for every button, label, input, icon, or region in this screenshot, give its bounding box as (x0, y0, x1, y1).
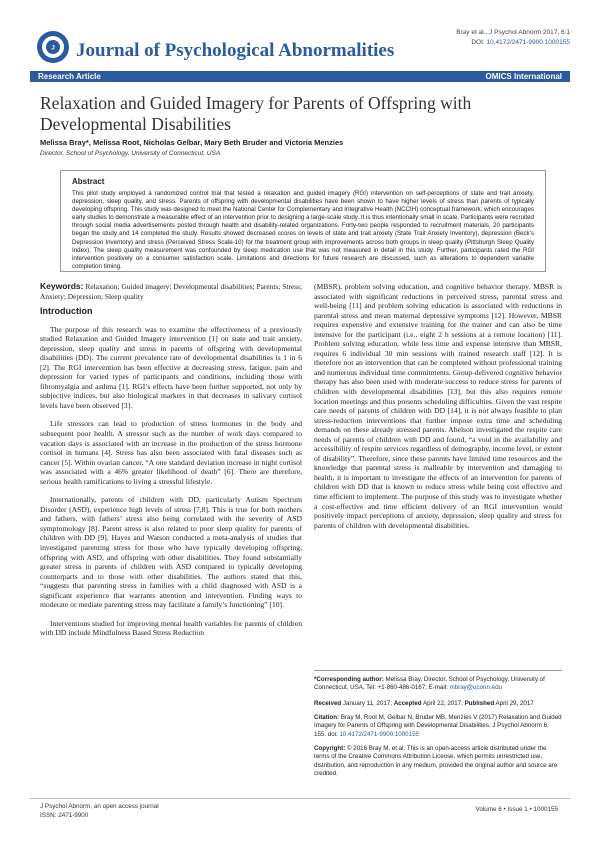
author-list: Melissa Bray*, Melissa Root, Nicholas Gelbar, Mary Beth Bruder and Victoria Menzies (40, 138, 344, 147)
footer-divider (30, 798, 570, 799)
copyright-text: © 2016 Bray M, et al. This is an open-access article distributed under the terms of the Creative Commons Attribution License, which permits unrestricted use, distribution, and reproduction in any medium, provided the original author and source are credited. (314, 745, 558, 777)
left-column (40, 282, 302, 638)
doi-label: DOI: (471, 39, 485, 46)
citation-short: Bray et al., J Psychol Abnorm 2017, 6:1 (456, 29, 570, 36)
copyright-note (314, 745, 562, 778)
accepted-label: Accepted (393, 700, 422, 707)
affiliation: Director, School of Psychology, University of Connecticut, USA (40, 150, 221, 157)
footer-issn: ISSN: 2471-9900 (40, 812, 89, 819)
email-link[interactable]: mbray@uconn.edu (447, 684, 502, 692)
journal-name[interactable]: Journal of Psychological Abnormalities (76, 40, 395, 61)
footer-volume: Volume 6 • Issue 1 • 1000155 (475, 806, 558, 813)
section-label: Research Article (38, 72, 101, 81)
citation-text: Bray M, Root M, Gelbar N, Bruder MB, Menzies V (2017) Relaxation and Guided Imagery for Parents of Offspring with Developmental Disabilities. J Psychol Abnorm 6: 155. doi: (314, 714, 562, 738)
keywords (40, 282, 302, 301)
paragraph: Interventions studied for improving mental health variables for parents of children with DD include Mindfulness Based Stress Reduction (40, 618, 302, 638)
abstract-heading: Abstract (72, 177, 105, 186)
received-date: January 11, 2017; (341, 700, 394, 707)
citation-note (314, 714, 562, 739)
corr-text: Melissa Bray, Director, School of Psychology, University of Connecticut, USA, Tel: +1-860-486-0167; E-mail: (314, 676, 545, 692)
section-bar (30, 71, 570, 82)
header-citation (456, 28, 570, 48)
citation-doi-link[interactable]: 10.4172/2471-9900.1000155 (337, 730, 419, 738)
svg-text:J: J (51, 45, 55, 52)
keywords-label: Keywords: (40, 281, 84, 291)
article-title: Relaxation and Guided Imagery for Parents of Offspring with Developmental Disabilities (40, 93, 472, 134)
paragraph: (MBSR), problem solving education, and cognitive behavior therapy. MBSR is associated with significant reductions in perceived stress, parental stress and well-being [11] and problem solving education is associated with reductions in parental stress and mean maternal depressive symptoms [12]. However, MBSR requires expensive and extensive training for the trainer and can also be time intensive for the participant (i.e., eight 2 h sessions at a remote location) [11]. Problem solving education, while less time and expense intensive than MBSR, requires 6 individual 30 min sessions with trained research staff [12]. It is therefore not an intervention that can be completed without professional training and numerous individual time commitments. Group-delivered cognitive behavior therapy has also been used with moderate success to reduce stress for parents of children with developmental disabilities [13], but this also requires remote location meetings and thus presents scheduling difficulties. Given the vast respite care needs of parents of children with DD [14], it is not always feasible to plan stress-reduction interventions that further impose extra time and scheduling demands on these already stressed parents. Abelson investigated the respite care needs of parents of children with DD and found, “a void in the availability and accessibility of respite services regardless of demography, income level, or extent of disability”. Therefore, since these parents have limited time resources and the knowledge that parental stress is malleable by intervention and damaging to health, it is important to investigate the effects of an intervention for parents of children with DD that is known to reduce stress while being cost effective and time efficient to implement. The purpose of this study was to investigate whether a cost-effective and time efficient delivery of an RGI intervention would positively impact perceptions of anxiety, depression, sleep quality and stress for parents of children with developmental disabilities. (314, 282, 562, 530)
divider (314, 670, 562, 671)
published-date: April 29, 2017 (494, 700, 534, 707)
footer-left (40, 802, 159, 820)
paragraph: Life stressors can lead to production of stress hormones in the body and subsequent poor health. A stressor such as the number of work days compared to vacation days is associated with an increase in the production of the stress hormone cortisol in humans [4]. Stress has also been associated with fatal diseases such as cancer [5]. Within ovarian cancer, “A one standard deviation increase in night cortisol was associated with a 46% greater likelihood of death” [6]. There are therefore, serious health ramifications to living a stressful lifestyle. (40, 419, 302, 486)
doi-link[interactable]: 10.4172/2471-9900.1000155 (486, 39, 570, 46)
published-label: Published (464, 700, 495, 707)
dates (314, 700, 562, 708)
publisher-label[interactable]: OMICS International (485, 72, 562, 81)
received-label: Received (314, 700, 342, 707)
copyright-label: Copyright: (314, 745, 346, 752)
paragraph: Internationally, parents of children with DD, particularly Autism Spectrum Disorder (ASD), experience high levels of stress [7,8]. This is true for both mothers and fathers, with fathers’ stress also being correlated with the severity of ASD symptomology [8]. Parent stress is also related to poor sleep quality for parents of children with DD [9]. Hayes and Watson conducted a meta-analysis of studies that investigated parenting stress for those who have typically developing offspring, offspring with ASD, and offspring with other disabilities. They found substantially greater stress in parents of children with ASD compared to typically developing counterparts and to those with other disabilities. The authors stated that this, “suggests that parenting stress in families with a child diagnosed with ASD is a significant experience that warrants attention and intervention. Finding ways to moderate or mediate parenting stress may facilitate a family’s functioning” [10]. (40, 495, 302, 610)
corr-label: *Corresponding author: (314, 676, 384, 683)
footer-journal: J Psychol Abnorm, an open access journal (40, 803, 159, 810)
keywords-text: Relaxation; Guided imagery; Developmental disabilities; Parents; Stress; Anxiety; Depression; Sleep quality (40, 282, 302, 301)
accepted-date: April 22, 2017; (421, 700, 465, 707)
abstract-text: This pilot study employed a randomized control trial that tested a relaxation and guided imagery (RGI) intervention on self-perceptions of state and trait anxiety, depression, sleep quality, and stress. Parents of offspring with developmental disabilities have been shown to have higher levels of stress than parents of typically developing offspring. This study was designed to meet the National Center for Complementary and Integrative Health (NCCIH) conceptual framework, which encourages early studies to demonstrate a measurable effect of an intervention prior to designing a large-scale study. It is thus intentionally small in scale. Participants were recruited through social media advertisements posted through health and disability-related organizations. Forty-two people responded to recruitment materials, 20 participants began the study and 14 completed the study. Results showed decreased scores on levels of state and trait anxiety (State Trait Anxiety Inventory), depression (Beck’s Depression Inventory) and stress (Perceived Stress Scale-10) for the treatment group with improvements across both groups in sleep quality (Pittsburgh Sleep Quality Index). The sleep quality measurement was confounded by sleep medication use that was not measured in detail in this study. Further, participants rated the RGI intervention positively on a consumer satisfaction scale. Limitations and directions for future research are discussed, such as alterations to dependent variable completion timing. (72, 190, 534, 270)
corresponding-author (314, 676, 562, 693)
journal-logo[interactable] (36, 30, 70, 64)
intro-heading: Introduction (40, 306, 93, 316)
right-column (314, 282, 562, 530)
citation-label: Citation: (314, 714, 340, 721)
paragraph: The purpose of this research was to examine the effectiveness of a previously studied Relaxation and Guided Imagery intervention [1] on state and trait anxiety, depression, sleep quality and stress in parents of offspring with developmental disabilities (DD). The current prevalence rate of developmental disabilities is 1 in 6 [2]. The RGI intervention has been effective at decreasing stress, fatigue, pain and depression for varied types of participants and conditions, including those with fibromyalgia and asthma [1]. RGI’s effects have been further supported, not only by subjective indices, but also biological markers in that decreases in salivary cortisol levels have been observed [3]. (40, 324, 302, 410)
